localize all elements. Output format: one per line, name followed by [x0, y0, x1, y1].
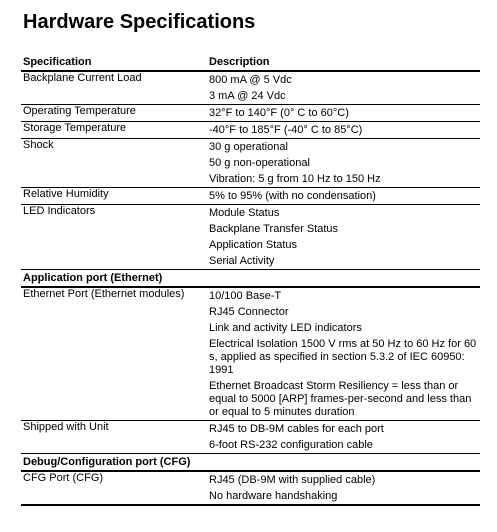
spec-description-cell [207, 421, 480, 454]
description-line: 10/100 Base-T [209, 290, 282, 302]
table-row [21, 205, 480, 270]
description-line: RJ45 Connector [209, 306, 289, 318]
spec-description-cell [207, 188, 480, 205]
table-header-row [21, 54, 480, 71]
table-row [21, 421, 480, 454]
description-line: Module Status [209, 207, 280, 219]
description-line: No hardware handshaking [209, 490, 338, 502]
spec-description-cell [207, 105, 480, 122]
description-line: 30 g operational [209, 141, 288, 153]
spec-name-cell: LED Indicators [21, 205, 207, 270]
spec-description-cell [207, 471, 480, 505]
description-line: Backplane Transfer Status [209, 223, 339, 235]
description-line: 5% to 95% (with no condensation) [209, 190, 376, 202]
spec-name-cell: Relative Humidity [21, 188, 207, 205]
description-line: 50 g non-operational [209, 157, 310, 169]
spec-description-cell [207, 122, 480, 139]
description-line: 800 mA @ 5 Vdc [209, 74, 292, 86]
spec-name-cell: Ethernet Port (Ethernet modules) [21, 287, 207, 421]
spec-description-cell [207, 139, 480, 188]
description-line: 3 mA @ 24 Vdc [209, 90, 286, 102]
section-header-row [21, 454, 480, 472]
table-row [21, 287, 480, 421]
hardware-spec-table [21, 54, 480, 506]
column-header-description: Description [207, 54, 480, 71]
description-line: 32°F to 140°F (0° C to 60°C) [209, 107, 349, 119]
description-line: Application Status [209, 239, 298, 251]
table-row [21, 188, 480, 205]
table-row [21, 71, 480, 105]
page-title: Hardware Specifications [23, 11, 256, 33]
section-header-row [21, 270, 480, 288]
table-row [21, 122, 480, 139]
table-row [21, 105, 480, 122]
spec-name-cell: Operating Temperature [21, 105, 207, 122]
description-line: Ethernet Broadcast Storm Resiliency = less than or equal to 5000 [ARP] frames-per-second and less than or equal to 5 minutes duration [209, 380, 472, 418]
spec-description-cell [207, 287, 480, 421]
description-line: Vibration: 5 g from 10 Hz to 150 Hz [209, 173, 381, 185]
spec-name-cell: Shock [21, 139, 207, 188]
description-line: RJ45 (DB-9M with supplied cable) [209, 474, 376, 486]
description-line: RJ45 to DB-9M cables for each port [209, 423, 384, 435]
column-header-specification: Specification [21, 54, 207, 71]
description-line: -40°F to 185°F (-40° C to 85°C) [209, 124, 363, 136]
spec-name-cell: CFG Port (CFG) [21, 471, 207, 505]
description-line: Serial Activity [209, 255, 275, 267]
spec-name-cell: Shipped with Unit [21, 421, 207, 454]
section-title: Debug/Configuration port (CFG) [21, 454, 480, 472]
description-line: Electrical Isolation 1500 V rms at 50 Hz to 60 Hz for 60 s, applied as specified in section 5.3.2 of IEC 60950: 1991 [209, 338, 477, 376]
spec-description-cell [207, 205, 480, 270]
section-title: Application port (Ethernet) [21, 270, 480, 288]
table-row [21, 471, 480, 505]
spec-name-cell: Storage Temperature [21, 122, 207, 139]
spec-description-cell [207, 71, 480, 105]
spec-name-cell: Backplane Current Load [21, 71, 207, 105]
table-row [21, 139, 480, 188]
description-line: Link and activity LED indicators [209, 322, 362, 334]
table-body [21, 71, 480, 505]
description-line: 6-foot RS-232 configuration cable [209, 439, 373, 451]
